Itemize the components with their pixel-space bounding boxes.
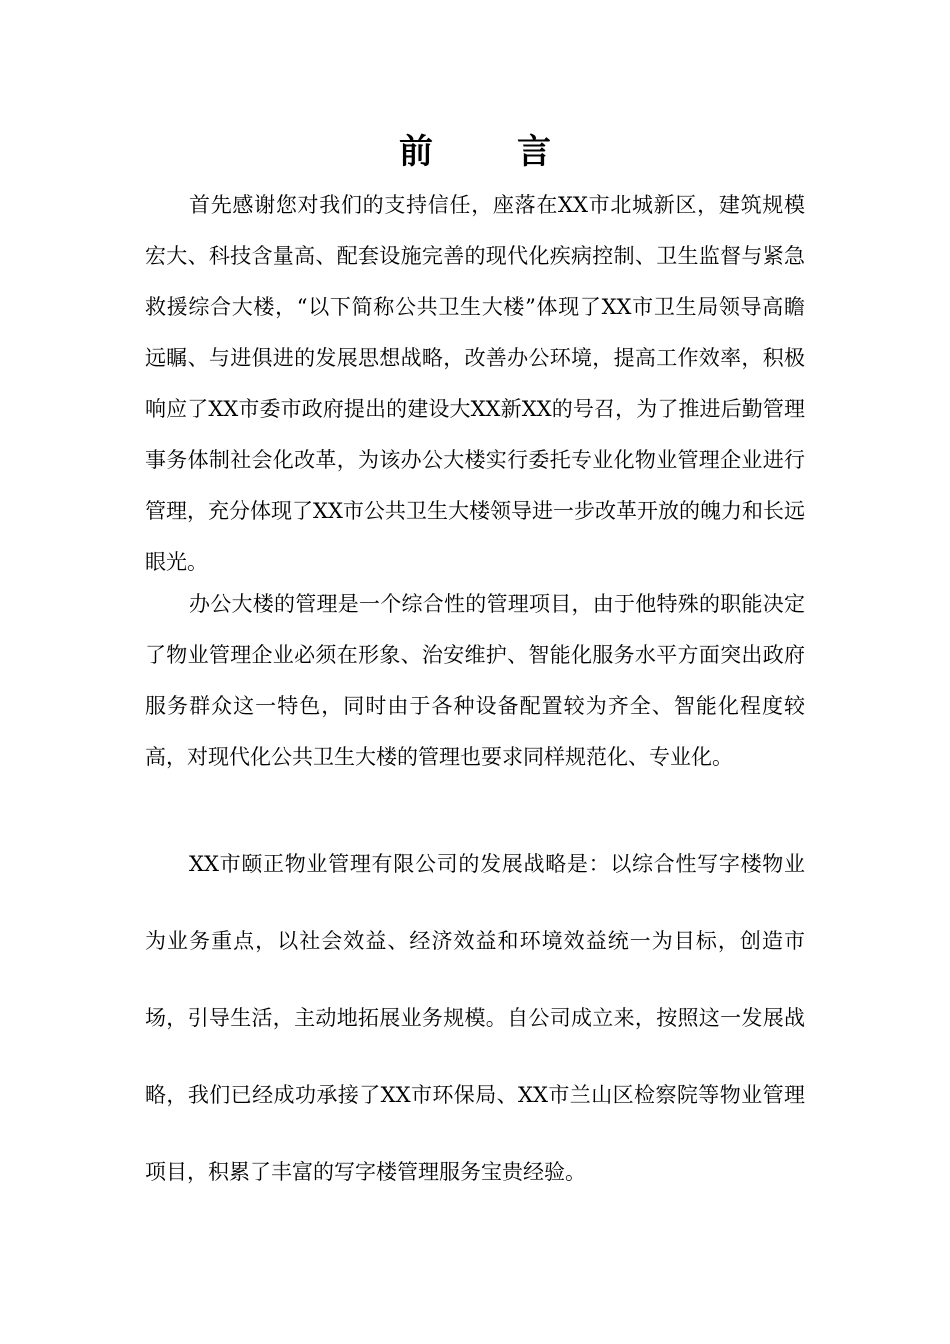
page-title: 前言 bbox=[399, 132, 635, 172]
paragraph-intro: 首先感谢您对我们的支持信任，座落在XX市北城新区，建筑规模宏大、科技含量高、配套设施完善的现代化疾病控制、卫生监督与紧急救援综合大楼，“以下简称公共卫生大楼”体现了XX市卫生局领导高瞻远瞩、与进俱进的发展思想战略，改善办公环境，提高工作效率，积极响应了XX市委市政府提出的建设大XX新XX的号召，为了推进后勤管理事务体制社会化改革，为该办公大楼实行委托专业化物业管理企业进行管理，充分体现了XX市公共卫生大楼领导进一步改革开放的魄力和长远眼光。 bbox=[145, 193, 805, 574]
paragraph-strategy: XX市颐正物业管理有限公司的发展战略是：以综合性写字楼物业为业务重点，以社会效益、经济效益和环境效益统一为目标，创造市场，引导生活，主动地拓展业务规模。自公司成立来，按照这一发展战略，我们已经成功承接了XX市环保局、XX市兰山区检察院等物业管理项目，积累了丰富的写字楼管理服务宝贵经验。 bbox=[145, 852, 805, 1184]
paragraph-management: 办公大楼的管理是一个综合性的管理项目，由于他特殊的职能决定了物业管理企业必须在形象、治安维护、智能化服务水平方面突出政府服务群众这一特色，同时由于各种设备配置较为齐全、智能化程度较高，对现代化公共卫生大楼的管理也要求同样规范化、专业化。 bbox=[145, 592, 805, 769]
